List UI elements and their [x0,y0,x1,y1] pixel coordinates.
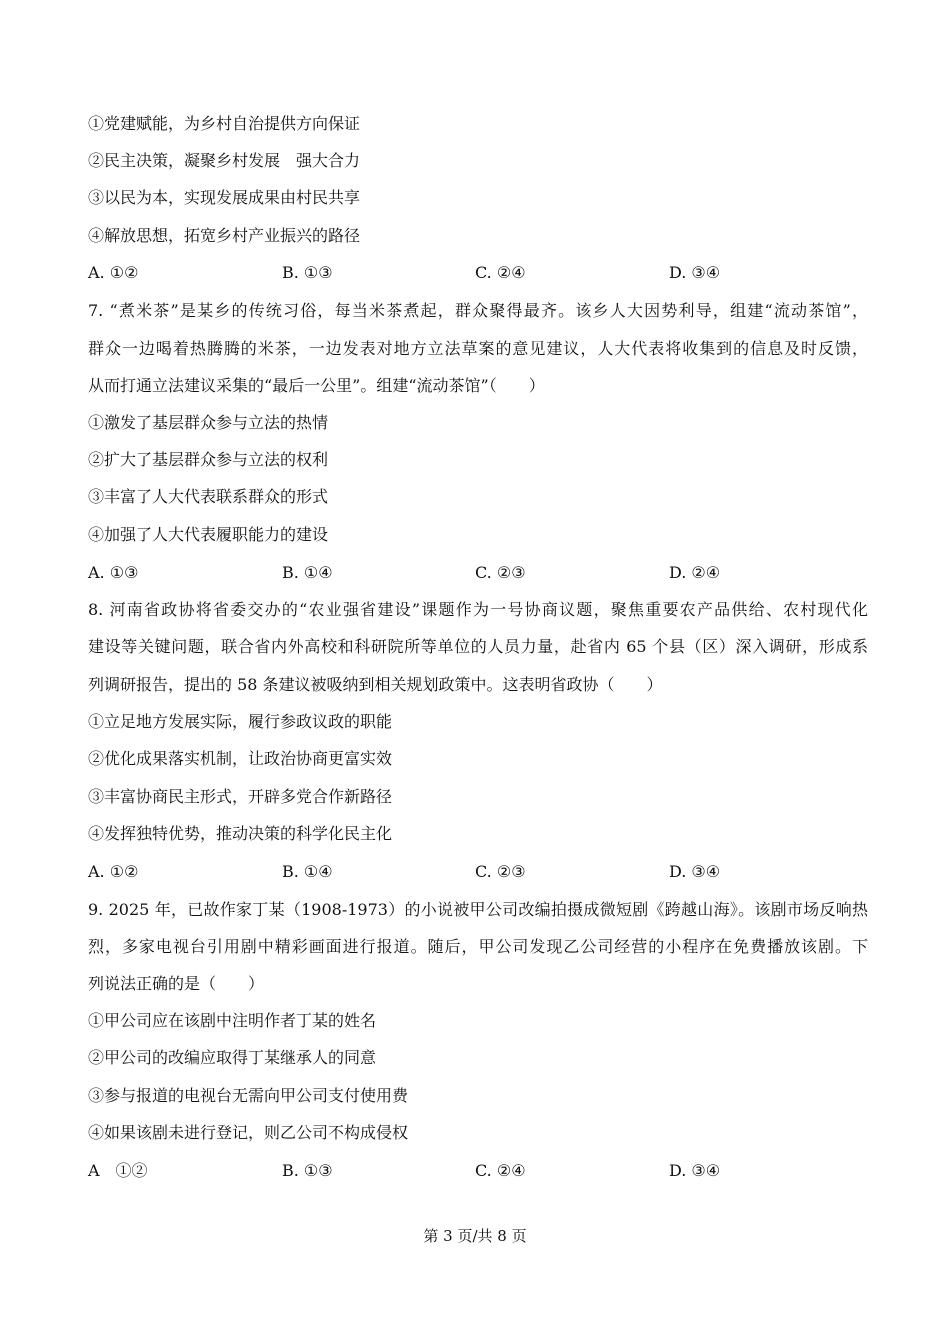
q6-item-3: ③以民为本，实现发展成果由村民共享 [88,188,361,207]
q7-stem-line-1: 7. “煮米茶”是某乡的传统习俗，每当米茶煮起，群众聚得最齐。该乡人大因势利导，组建“流动茶馆”， [88,301,868,320]
q6-item-1: ①党建赋能，为乡村自治提供方向保证 [88,114,361,133]
q9-option-c: C. ②④ [475,1161,526,1180]
q8-option-b: B. ①④ [282,862,333,881]
q8-option-a: A. ①② [88,862,139,881]
q8-stem-line-3: 列调研报告，提出的 58 条建议被吸纳到相关规划政策中。这表明省政协（ ） [88,675,663,694]
q6-item-4: ④解放思想，拓宽乡村产业振兴的路径 [88,226,361,245]
q8-item-3: ③丰富协商民主形式，开辟多党合作新路径 [88,787,393,806]
q9-stem-line-1: 9. 2025 年，已故作家丁某（1908-1973）的小说被甲公司改编拍摄成微短剧《跨越山海》。该剧市场反响热 [88,900,868,919]
q8-stem-line-1: 8. 河南省政协将省委交办的“农业强省建设”课题作为一号协商议题，聚焦重要农产品供给、农村现代化 [88,600,868,619]
q9-item-1: ①甲公司应在该剧中注明作者丁某的姓名 [88,1011,377,1030]
q6-option-d: D. ③④ [669,263,721,282]
q6-item-2: ②民主决策，凝聚乡村发展 强大合力 [88,151,361,170]
q7-item-4: ④加强了人大代表履职能力的建设 [88,525,329,544]
q8-item-2: ②优化成果落实机制，让政治协商更富实效 [88,749,393,768]
q6-option-b: B. ①③ [282,263,333,282]
q9-option-b: B. ①③ [282,1161,333,1180]
q7-option-b: B. ①④ [282,563,333,582]
q9-stem-line-2: 烈，多家电视台引用剧中精彩画面进行报道。随后，甲公司发现乙公司经营的小程序在免费播放该剧。下 [88,937,868,956]
q9-item-4: ④如果该剧未进行登记，则乙公司不构成侵权 [88,1123,409,1142]
q8-option-d: D. ③④ [669,862,721,881]
q7-stem-line-3: 从而打通立法建议采集的“最后一公里”。组建“流动茶馆”（ ） [88,376,545,395]
q8-stem-line-2: 建设等关键问题，联合省内外高校和科研院所等单位的人员力量，赴省内 65 个县（区）深入调研，形成系 [88,637,868,656]
q9-option-d: D. ③④ [669,1161,721,1180]
q9-item-3: ③参与报道的电视台无需向甲公司支付使用费 [88,1086,409,1105]
q9-option-a: A ①② [88,1161,148,1180]
q7-option-d: D. ②④ [669,563,721,582]
q9-item-2: ②甲公司的改编应取得丁某继承人的同意 [88,1048,377,1067]
q7-option-c: C. ②③ [475,563,526,582]
page-number-footer: 第 3 页/共 8 页 [423,1227,527,1245]
q7-item-3: ③丰富了人大代表联系群众的形式 [88,487,329,506]
q7-item-2: ②扩大了基层群众参与立法的权利 [88,450,329,469]
q7-stem-line-2: 群众一边喝着热腾腾的米茶，一边发表对地方立法草案的意见建议，人大代表将收集到的信息及时反馈， [88,339,868,358]
q8-item-1: ①立足地方发展实际，履行参政议政的职能 [88,712,393,731]
q6-option-c: C. ②④ [475,263,526,282]
q6-option-a: A. ①② [88,263,139,282]
q7-option-a: A. ①③ [88,563,139,582]
q8-option-c: C. ②③ [475,862,526,881]
q8-item-4: ④发挥独特优势，推动决策的科学化民主化 [88,824,393,843]
q7-item-1: ①激发了基层群众参与立法的热情 [88,413,329,432]
q9-stem-line-3: 列说法正确的是（ ） [88,974,265,993]
